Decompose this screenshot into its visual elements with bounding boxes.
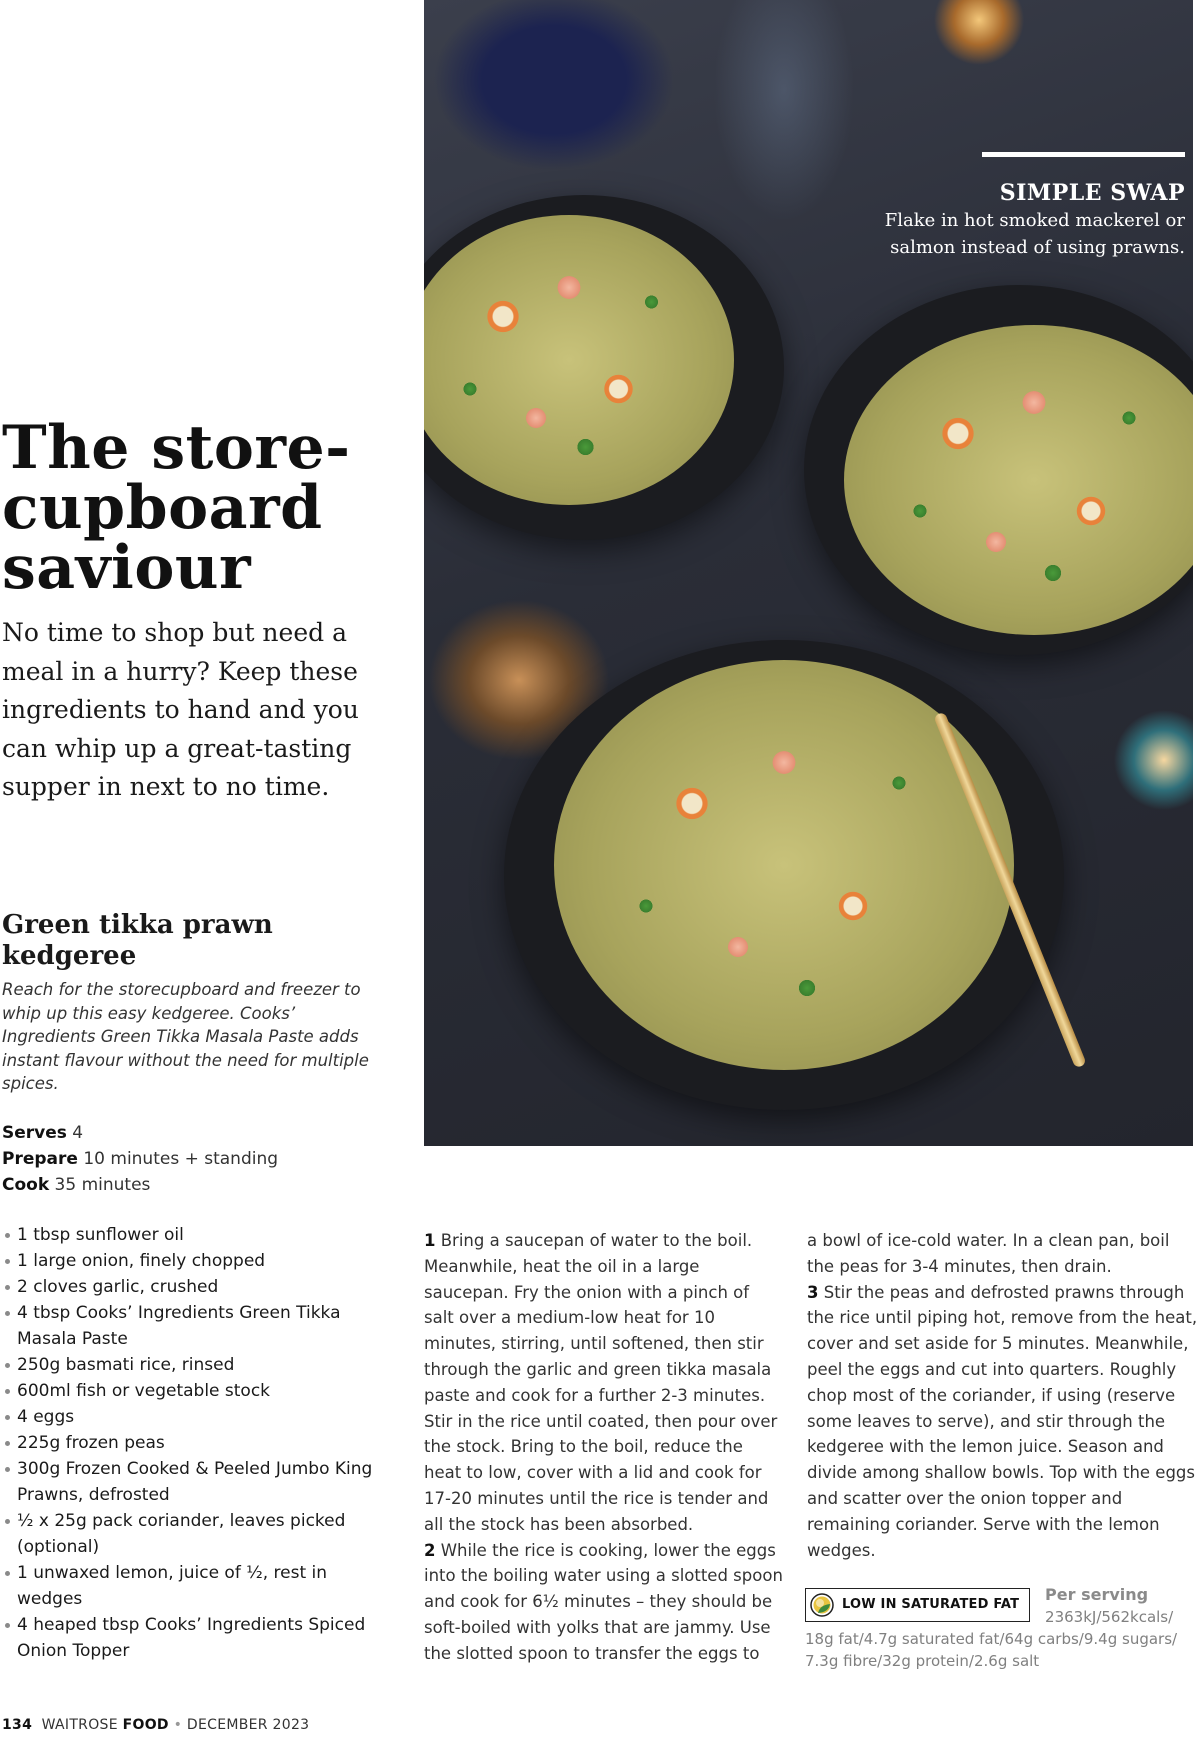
prepare-row bbox=[2, 1146, 278, 1172]
kedgeree-food bbox=[424, 215, 734, 505]
simple-swap-callout bbox=[825, 152, 1185, 261]
cook-label: Cook bbox=[2, 1175, 50, 1195]
ingredient-item: 4 heaped tbsp Cooks’ Ingredients Spiced Onion Topper bbox=[2, 1612, 397, 1664]
publication-name-bold: FOOD bbox=[122, 1717, 169, 1733]
ingredient-item: ½ x 25g pack coriander, leaves picked (optional) bbox=[2, 1508, 397, 1560]
ingredient-item: 600ml fish or vegetable stock bbox=[2, 1378, 397, 1404]
nutrition-line-2: 18g fat/4.7g saturated fat/64g carbs/9.4g sugars/ bbox=[805, 1630, 1178, 1648]
serves-row bbox=[2, 1120, 278, 1146]
recipe-intro: Reach for the storecupboard and freezer to whip up this easy kedgeree. Cooks’ Ingredients Green Tikka Masala Paste adds instant flavour without the need for multiple spices. bbox=[2, 980, 369, 1093]
bowl-back-right bbox=[804, 285, 1193, 655]
footer-separator: • bbox=[173, 1717, 183, 1733]
step-text: While the rice is cooking, lower the eggs into the boiling water using a slotted spoon and cook for 6½ minutes – they should be soft-boiled with yolks that are jammy. Use the slotted spoon to transfer the eggs to bbox=[424, 1540, 783, 1663]
step-text: Stir the peas and defrosted prawns through the rice until piping hot, remove from the heat, cover and set aside for 5 minutes. Meanwhile, peel the eggs and cut into quarters. Roughly chop most of the coriander, if using (reserve some leaves to serve), and stir through the kedgeree with the lemon juice. Season and divide among shallow bowls. Top with the eggs and scatter over the onion topper and remaining coriander. Serve with the lemon wedges. bbox=[807, 1282, 1198, 1560]
nutrition-line-1: 2363kJ/562kcals/ bbox=[1045, 1608, 1174, 1626]
serves-value: 4 bbox=[72, 1123, 84, 1143]
method-column-1 bbox=[424, 1228, 784, 1667]
step-number: 3 bbox=[807, 1282, 819, 1302]
per-serving-label: Per serving bbox=[1045, 1585, 1149, 1604]
hero-food-photo bbox=[424, 0, 1193, 1146]
step-number: 1 bbox=[424, 1231, 436, 1250]
recipe-meta bbox=[2, 1120, 278, 1198]
ingredient-item: 1 tbsp sunflower oil bbox=[2, 1222, 397, 1248]
callout-rule bbox=[982, 152, 1185, 157]
method-step bbox=[807, 1280, 1200, 1564]
ingredient-item: 1 large onion, finely chopped bbox=[2, 1248, 397, 1274]
publication-name-prefix: WAITROSE bbox=[41, 1717, 118, 1733]
nutrition-line-3: 7.3g fibre/32g protein/2.6g salt bbox=[805, 1652, 1040, 1670]
issue-date: DECEMBER 2023 bbox=[186, 1717, 310, 1733]
ingredient-item: 300g Frozen Cooked & Peeled Jumbo King Prawns, defrosted bbox=[2, 1456, 397, 1508]
page-number: 134 bbox=[2, 1717, 33, 1733]
recipe-title: Green tikka prawn kedgeree bbox=[2, 910, 273, 971]
headline-line: saviour bbox=[2, 533, 252, 603]
low-sat-fat-badge-icon bbox=[810, 1593, 834, 1617]
simple-swap-title: SIMPLE SWAP bbox=[999, 180, 1185, 206]
feature-intro: No time to shop but need a meal in a hurry? Keep these ingredients to hand and you can whip up a great-tasting supper in next to no time. bbox=[2, 618, 359, 801]
ingredient-item: 250g basmati rice, rinsed bbox=[2, 1352, 397, 1378]
ingredient-item: 4 tbsp Cooks’ Ingredients Green Tikka Masala Paste bbox=[2, 1300, 397, 1352]
ingredients-list bbox=[2, 1222, 397, 1664]
step-text: a bowl of ice-cold water. In a clean pan, boil the peas for 3-4 minutes, then drain. bbox=[807, 1231, 1170, 1276]
cook-value: 35 minutes bbox=[54, 1175, 151, 1195]
headline-line: The store- bbox=[2, 413, 351, 483]
step-text: Bring a saucepan of water to the boil. Meanwhile, heat the oil in a large saucepan. Fry the onion with a pinch of salt over a medium-low heat for 10 minutes, stirring, until softened, then stir through the garlic and green tikka masala paste and cook for a further 2-3 minutes. Stir in the rice until coated, then pour over the stock. Bring to the boil, reduce the heat to low, cover with a lid and cook for 17-20 minutes until the rice is tender and all the stock has been absorbed. bbox=[424, 1231, 778, 1534]
headline-line: cupboard bbox=[2, 473, 323, 543]
bowl-back-left bbox=[424, 195, 784, 540]
simple-swap-body: Flake in hot smoked mackerel or salmon instead of using prawns. bbox=[884, 210, 1185, 258]
low-saturated-fat-badge bbox=[805, 1588, 1030, 1622]
prepare-label: Prepare bbox=[2, 1149, 78, 1169]
page-footer bbox=[2, 1717, 309, 1733]
bowl-front bbox=[504, 640, 1064, 1110]
ingredient-item: 1 unwaxed lemon, juice of ½, rest in wedges bbox=[2, 1560, 397, 1612]
page-headline bbox=[2, 413, 412, 603]
serves-label: Serves bbox=[2, 1123, 67, 1143]
method-step bbox=[424, 1228, 784, 1538]
method-step bbox=[424, 1538, 784, 1667]
cook-row bbox=[2, 1172, 278, 1198]
step-number: 2 bbox=[424, 1540, 436, 1560]
badge-label: LOW IN SATURATED FAT bbox=[842, 1597, 1020, 1612]
method-column-2 bbox=[807, 1228, 1200, 1563]
per-serving-block bbox=[1045, 1584, 1173, 1628]
ingredient-item: 2 cloves garlic, crushed bbox=[2, 1274, 397, 1300]
prepare-value: 10 minutes + standing bbox=[83, 1149, 279, 1169]
nutrition-info bbox=[805, 1585, 1200, 1672]
method-step-continued bbox=[807, 1228, 1200, 1280]
ingredient-item: 4 eggs bbox=[2, 1404, 397, 1430]
ingredient-item: 225g frozen peas bbox=[2, 1430, 397, 1456]
kedgeree-food bbox=[844, 325, 1193, 635]
